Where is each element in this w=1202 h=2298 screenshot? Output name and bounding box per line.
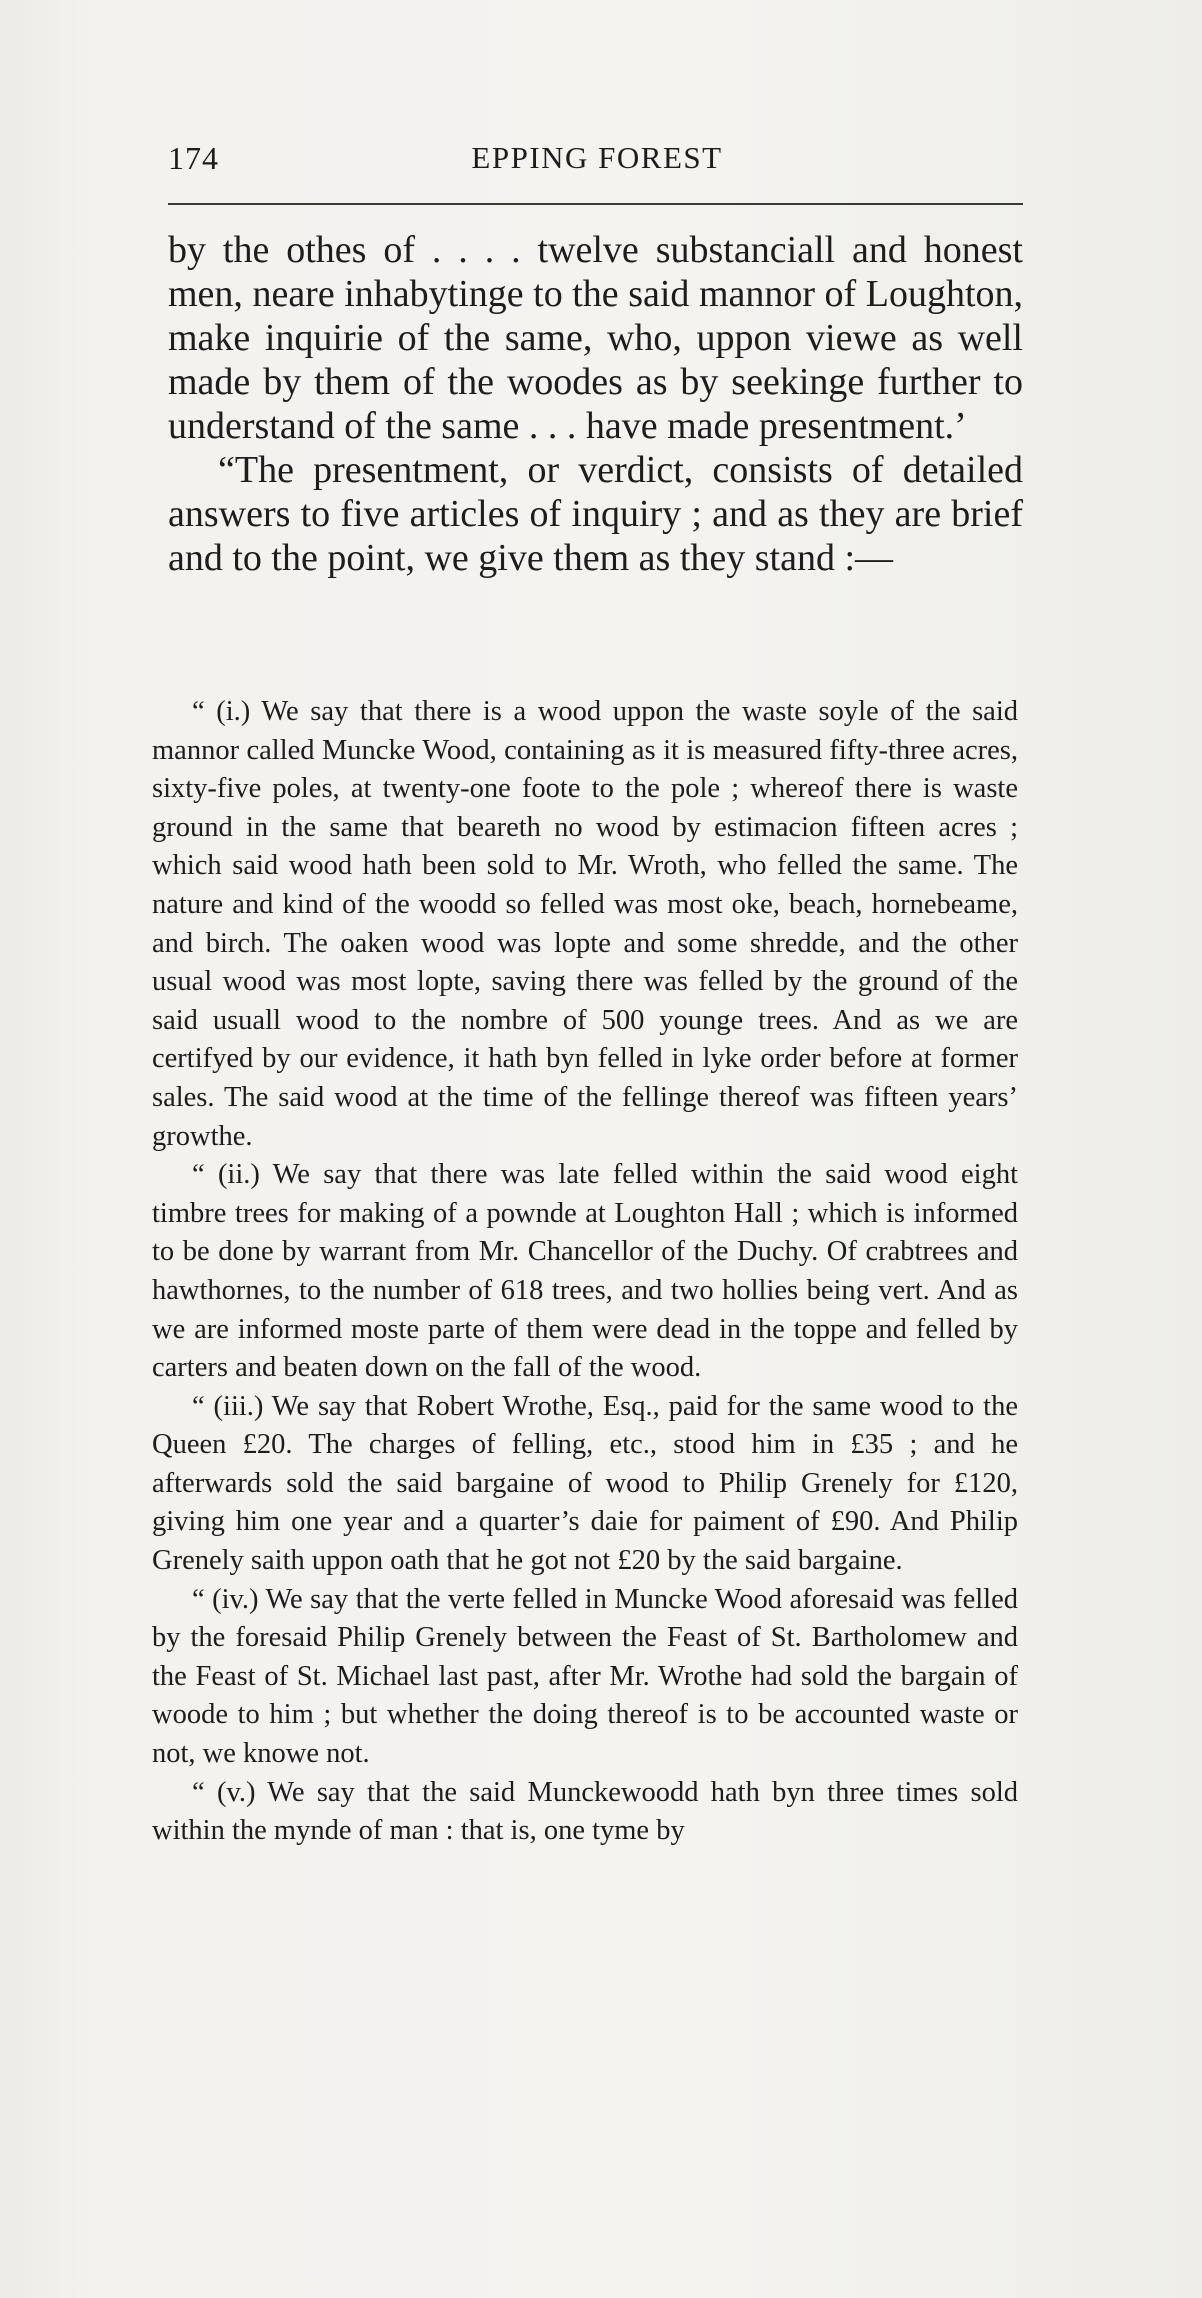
article-v: “ (v.) We say that the said Munckewoodd hath byn three times sold within the mynde of man : that is, one tyme by	[152, 1776, 1018, 1847]
page-header	[168, 140, 1026, 180]
running-title: EPPING FOREST	[471, 140, 723, 175]
paragraph-presentment-intro: “The presentment, or verdict, consists of detailed answers to five articles of inquiry ; and as they are brief and to the point, we give them as they stand :—	[168, 449, 1023, 579]
page-number: 174	[168, 140, 219, 176]
article-iv: “ (iv.) We say that the verte felled in Muncke Wood aforesaid was felled by the foresaid Philip Grenely between the Feast of St. Bartholomew and the Feast of St. Michael last past, after Mr. Wrothe had sold the bargain of woode to him ; but whether the doing thereof is to be accounted waste or not, we knowe not.	[152, 1583, 1018, 1770]
article-ii: “ (ii.) We say that there was late felled within the said wood eight timbre trees for making of a pownde at Loughton Hall ; which is informed to be done by warrant from Mr. Chancellor of the Duchy. Of crabtrees and hawthornes, to the number of 618 trees, and two hollies being vert. And as we are informed moste parte of them were dead in the toppe and felled by carters and beaten down on the fall of the wood.	[152, 1159, 1018, 1384]
article-iii: “ (iii.) We say that Robert Wrothe, Esq., paid for the same wood to the Queen £20. The charges of felling, etc., stood him in £35 ; and he afterwards sold the said bargaine of wood to Philip Grenely for £120, giving him one year and a quarter’s daie for paiment of £90. And Philip Grenely saith uppon oath that he got not £20 by the said bargaine.	[152, 1390, 1018, 1577]
header-rule	[168, 203, 1023, 205]
main-text-large	[168, 228, 1023, 580]
article-i: “ (i.) We say that there is a wood uppon the waste soyle of the said mannor called Muncke Wood, containing as it is measured fifty-three acres, sixty-five poles, at twenty-one foote to the pole ; whereof there is waste ground in the same that beareth no wood by estimacion fifteen acres ; which said wood hath been sold to Mr. Wroth, who felled the same. The nature and kind of the woodd so felled was most oke, beach, hornebeame, and birch. The oaken wood was lopte and some shredde, and the other usual wood was most lopte, saving there was felled by the ground of the said usuall wood to the nombre of 500 younge trees. And as we are certifyed by our evidence, it hath byn felled in lyke order before at former sales. The said wood at the time of the fellinge thereof was fifteen years’ growthe.	[152, 696, 1018, 1152]
paragraph-quote-continuation: by the othes of . . . . twelve substanciall and honest men, neare inhabytinge to the said mannor of Loughton, make inquirie of the same, who, uppon viewe as well made by them of the woodes as by seekinge further to understand of the same . . . have made presentment.’	[168, 229, 1023, 447]
articles-of-inquiry	[152, 693, 1018, 1851]
